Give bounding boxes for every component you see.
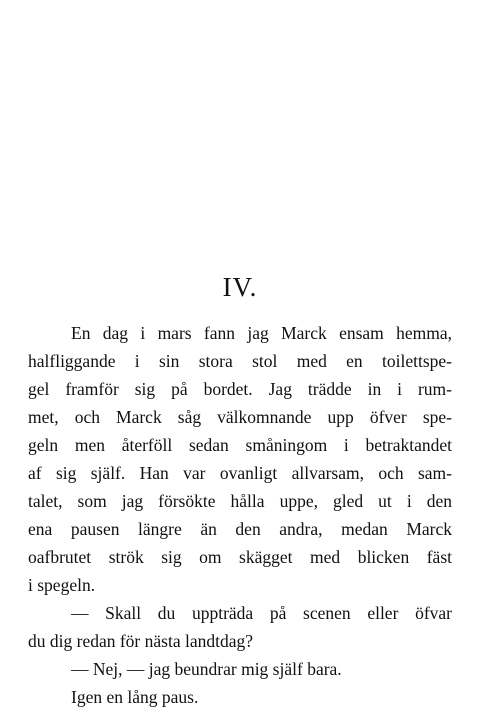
text-line: talet, som jag försökte hålla uppe, gled ut i den (28, 491, 452, 511)
text-line: — Nej, — jag beundrar mig själf bara. (71, 659, 342, 679)
text-line: ena pausen längre än den andra, medan Marck (28, 519, 452, 539)
text-line: — Skall du uppträda på scenen eller öfvar (71, 603, 452, 623)
text-line: oafbrutet strök sig om skägget med blicken fäst (28, 547, 452, 567)
text-line: En dag i mars fann jag Marck ensam hemma, (71, 323, 452, 343)
text-line: gel framför sig på bordet. Jag trädde in i rum- (28, 379, 452, 399)
text-line: Igen en lång paus. (71, 687, 199, 707)
text-line: met, och Marck såg välkomnande upp öfver spe- (28, 407, 452, 427)
text-line: i spegeln. (28, 575, 96, 595)
text-line: geln men återföll sedan småningom i betraktandet (28, 435, 452, 455)
text-line: af sig själf. Han var ovanligt allvarsam, och sam- (28, 463, 452, 483)
text-line: halfliggande i sin stora stol med en toilettspe- (28, 351, 452, 371)
chapter-heading: IV. (222, 272, 258, 302)
text-line: du dig redan för nästa landtdag? (28, 631, 253, 651)
